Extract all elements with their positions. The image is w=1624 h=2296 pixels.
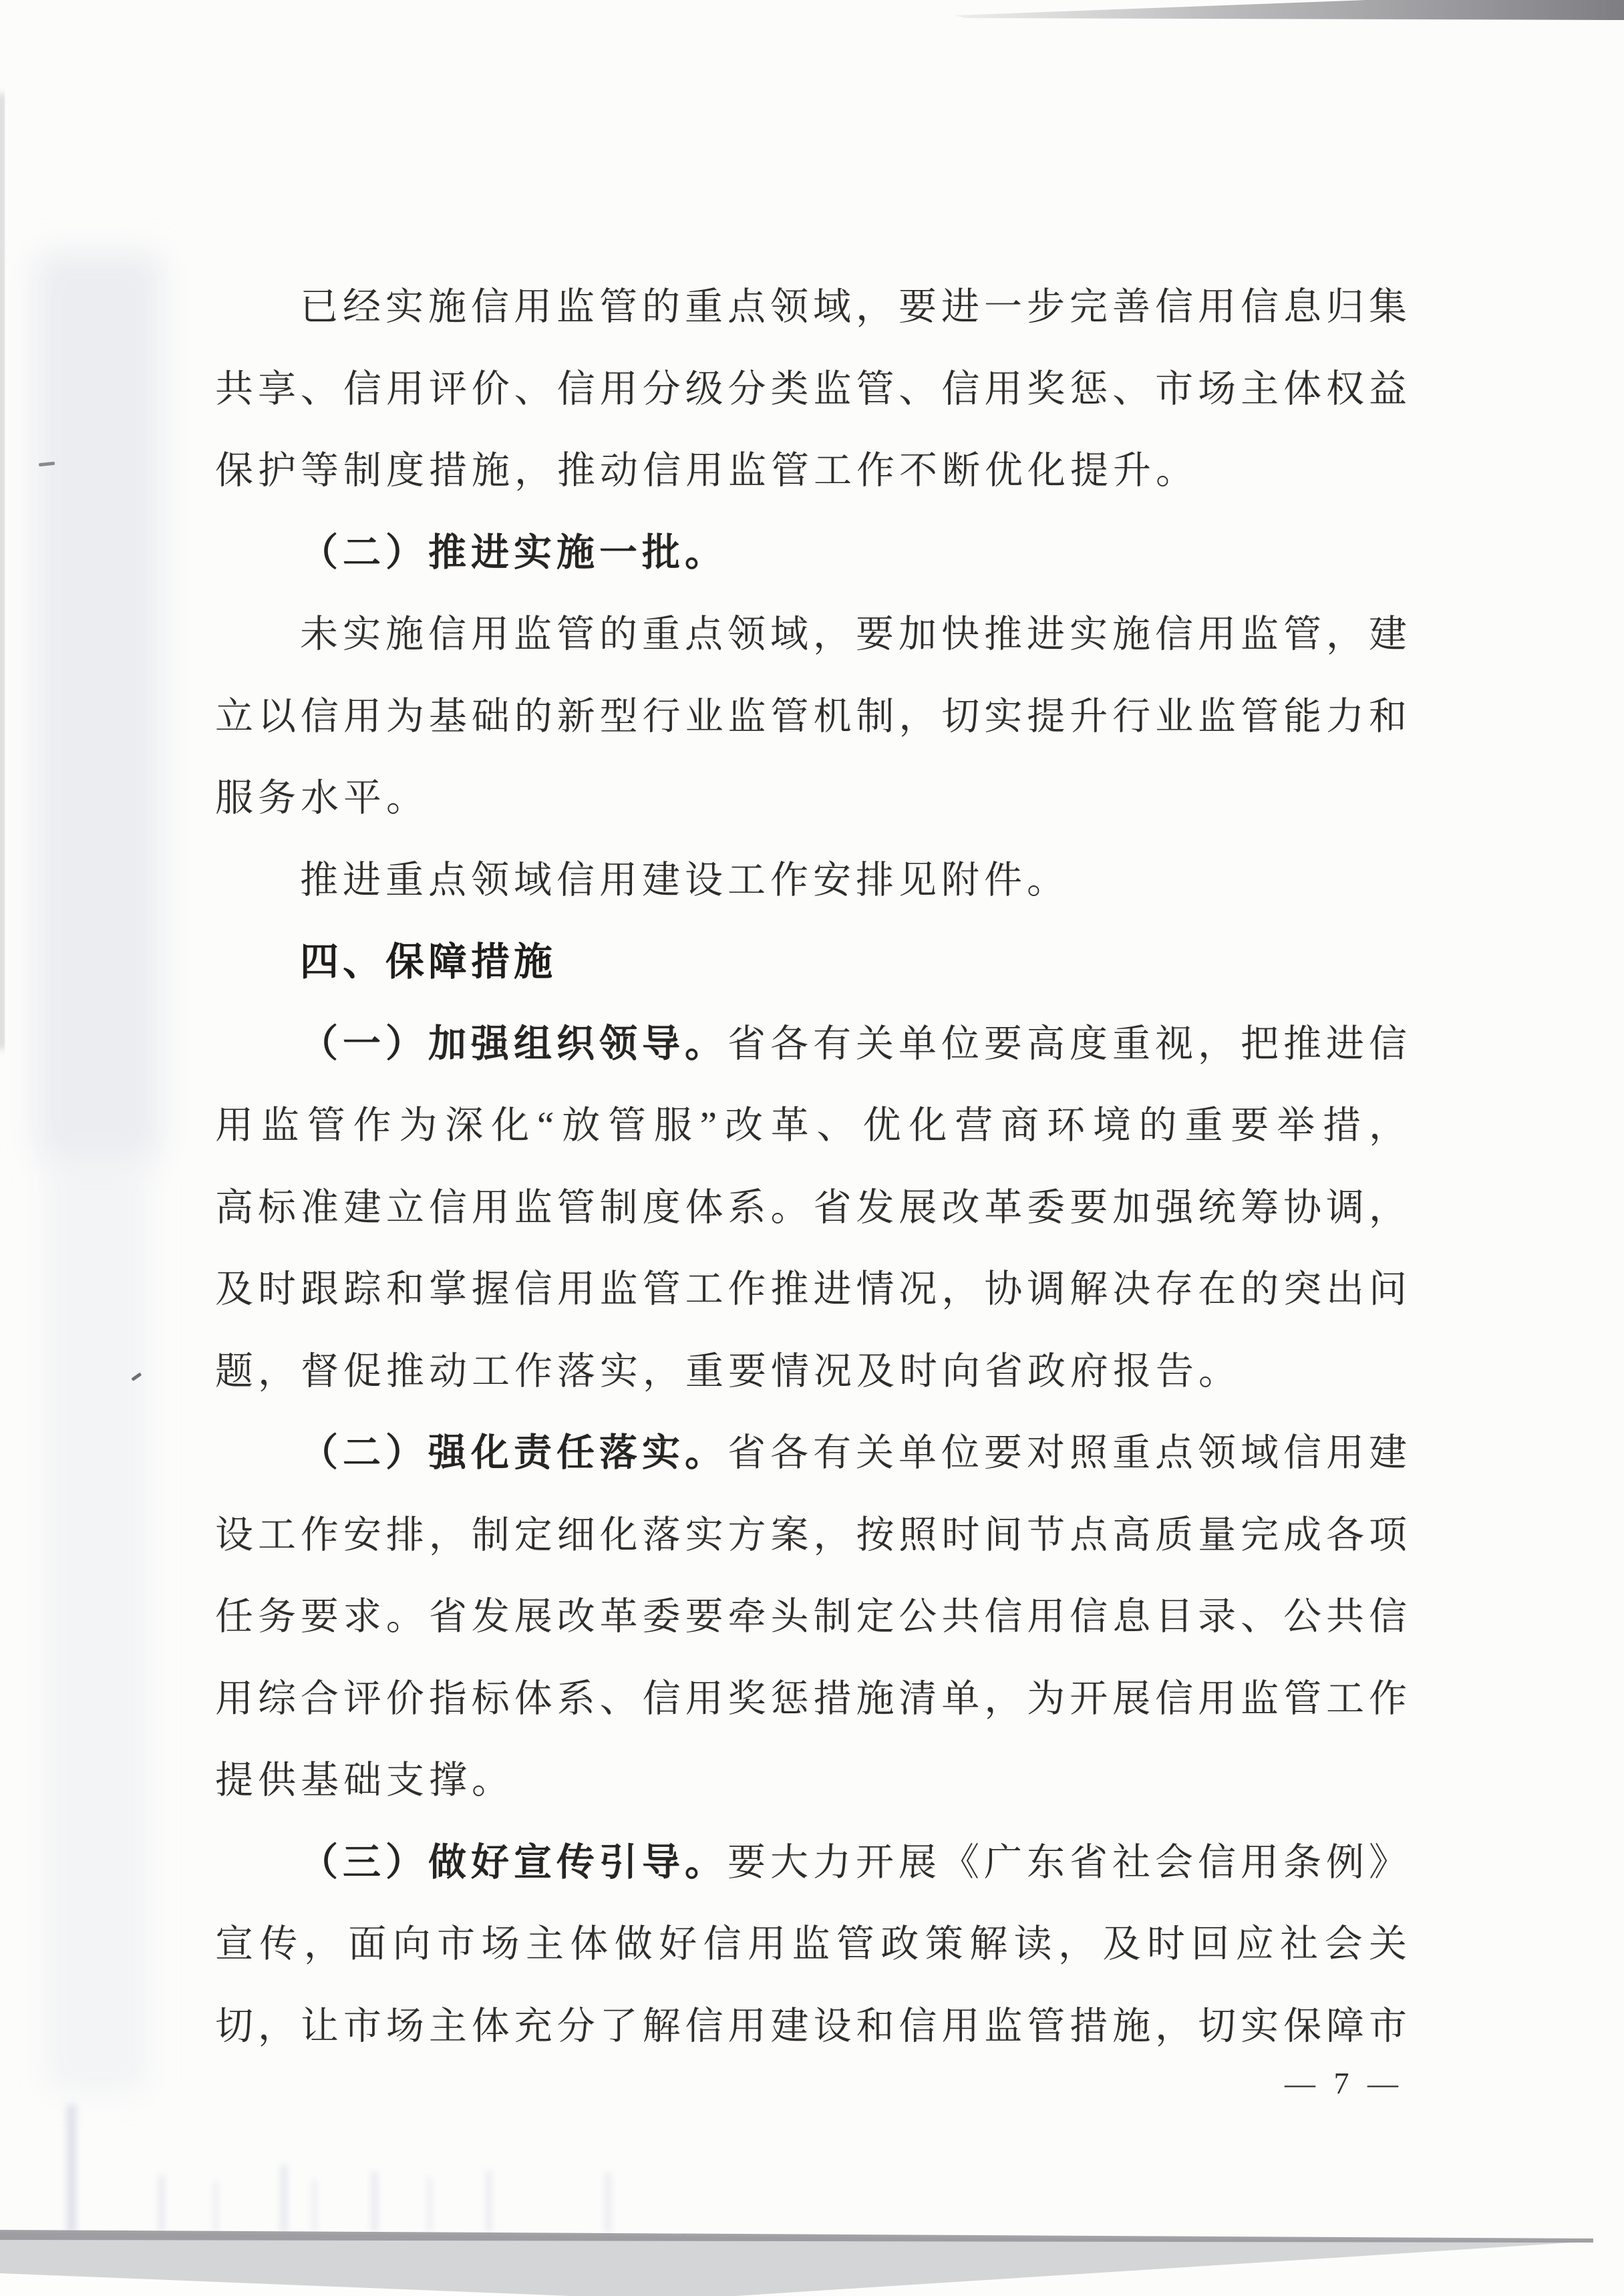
line-text: 设工作安排，制定细化落实方案，按照时间节点高质量完成各项 <box>215 1514 1410 1556</box>
line-text: 任务要求。省发展改革委要牵头制定公共信用信息目录、公共信 <box>215 1596 1410 1638</box>
text-line <box>215 513 1410 595</box>
line-text: 用监管作为深化“放管服”改革、优化营商环境的重要举措， <box>215 1105 1410 1147</box>
bottom-edge-line <box>0 2230 1593 2243</box>
stray-mark-1 <box>39 462 55 466</box>
page-number: — 7 — <box>1285 2066 1400 2100</box>
text-line <box>215 267 1410 349</box>
section-heading <box>215 921 1410 1004</box>
bottom-streaks <box>67 2105 611 2232</box>
clause-lead: （三）做好宣传引导。 <box>300 1841 727 1884</box>
text-line <box>215 349 1410 431</box>
line-text: 四、保障措施 <box>300 940 557 984</box>
text-line <box>215 1659 1410 1741</box>
text-line <box>215 1904 1410 1986</box>
text-line <box>215 1004 1410 1086</box>
bottom-corner-wedge <box>0 2273 571 2296</box>
text-line <box>215 1085 1410 1167</box>
line-text: 宣传，面向市场主体做好信用监管政策解读，及时回应社会关 <box>215 1923 1410 1965</box>
text-line <box>215 840 1410 922</box>
line-text: 推进重点领域信用建设工作安排见附件。 <box>300 859 1070 901</box>
text-line <box>215 1986 1410 2068</box>
text-line <box>215 1331 1410 1413</box>
clause-lead: （二）强化责任落实。 <box>300 1432 727 1474</box>
left-margin-shadow <box>37 254 160 2092</box>
text-line <box>215 676 1410 758</box>
text-line <box>215 1495 1410 1577</box>
line-text: 提供基础支撑。 <box>215 1759 514 1802</box>
line-text: 要大力开展《广东省社会信用条例》 <box>727 1841 1410 1884</box>
text-line <box>215 1740 1410 1822</box>
line-text: 省各有关单位要对照重点领域信用建 <box>727 1432 1410 1474</box>
line-text: 立以信用为基础的新型行业监管机制，切实提升行业监管能力和 <box>215 695 1410 738</box>
line-text: 省各有关单位要高度重视，把推进信 <box>727 1022 1410 1065</box>
line-text: 共享、信用评价、信用分级分类监管、信用奖惩、市场主体权益 <box>215 368 1410 410</box>
stray-mark-2 <box>131 1373 142 1381</box>
text-line <box>215 430 1410 513</box>
line-text: 及时跟踪和掌握信用监管工作推进情况，协调解决存在的突出问 <box>215 1268 1410 1310</box>
text-line <box>215 1167 1410 1250</box>
line-text: 已经实施信用监管的重点领域，要进一步完善信用信息归集 <box>300 286 1410 328</box>
bottom-edge-band <box>0 2233 1593 2296</box>
clause-lead: （二）推进实施一批。 <box>300 531 727 574</box>
line-text: 未实施信用监管的重点领域，要加快推进实施信用监管，建 <box>300 613 1410 656</box>
text-line <box>215 1413 1410 1495</box>
text-line <box>215 1576 1410 1659</box>
line-text: 高标准建立信用监管制度体系。省发展改革委要加强统筹协调， <box>215 1186 1410 1229</box>
line-text: 题，督促推动工作落实，重要情况及时向省政府报告。 <box>215 1350 1241 1393</box>
text-line <box>215 594 1410 676</box>
line-text: 用综合评价指标体系、信用奖惩措施清单，为开展信用监管工作 <box>215 1677 1410 1720</box>
line-text: 保护等制度措施，推动信用监管工作不断优化提升。 <box>215 450 1198 492</box>
text-line <box>215 758 1410 840</box>
text-line <box>215 1822 1410 1904</box>
clause-lead: （一）加强组织领导。 <box>300 1022 727 1065</box>
line-text: 切，让市场主体充分了解信用建设和信用监管措施，切实保障市 <box>215 2005 1410 2047</box>
text-line <box>215 1249 1410 1331</box>
top-edge-shadow <box>955 0 1624 20</box>
text-block <box>215 267 1410 2067</box>
line-text: 服务水平。 <box>215 777 429 819</box>
left-edge-line <box>0 94 3 1049</box>
